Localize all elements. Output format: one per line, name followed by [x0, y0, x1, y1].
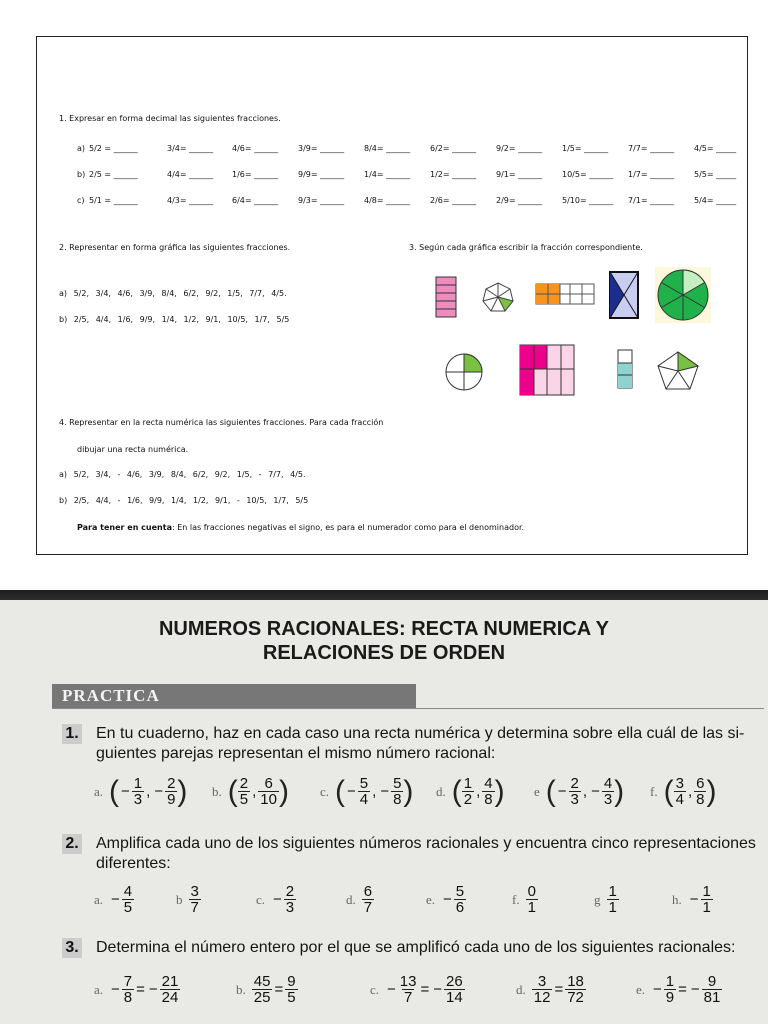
minus-sign: − — [591, 783, 600, 800]
minus-sign: − — [148, 981, 158, 998]
paren-open: ( — [663, 774, 674, 808]
teal-bar-figure — [617, 349, 635, 391]
fraction-body — [664, 974, 676, 1005]
item-label: e. — [426, 891, 436, 907]
numerator: 3 — [675, 775, 684, 792]
fraction — [674, 776, 686, 807]
number-item — [256, 884, 296, 915]
equation-item — [370, 974, 465, 1005]
q4-list-b: b) 2/5, 4/4, - 1/6, 9/9, 1/4, 1/2, 9/1, - 10/5, 1/7, 5/5 — [59, 496, 309, 505]
numerator: 3 — [537, 973, 547, 990]
q1-row-c — [89, 196, 759, 205]
fraction — [556, 776, 581, 807]
q1-item: 1/2= ______ — [430, 170, 477, 179]
minus-sign: − — [690, 981, 700, 998]
fraction-body — [532, 974, 553, 1005]
denominator: 9 — [665, 989, 675, 1006]
pair-item — [320, 776, 413, 807]
fraction — [119, 776, 144, 807]
note — [77, 523, 524, 532]
denominator: 1 — [608, 899, 617, 916]
fraction-body — [526, 884, 538, 915]
q1-item: 8/4= ______ — [364, 144, 411, 153]
pair-item — [212, 776, 289, 807]
denominator: 81 — [703, 989, 721, 1006]
fraction — [565, 974, 586, 1005]
page-title-line2: RELACIONES DE ORDEN — [262, 642, 506, 664]
fraction-body — [189, 884, 201, 915]
denominator: 1 — [527, 899, 536, 916]
q1-item: 3/9= ______ — [298, 144, 345, 153]
numerator: 4 — [603, 775, 613, 792]
fraction-body — [285, 974, 297, 1005]
fraction — [258, 776, 279, 807]
fraction-body — [132, 776, 144, 807]
q1-item: 9/9= ______ — [298, 170, 345, 179]
fraction — [385, 974, 418, 1005]
fraction — [378, 776, 403, 807]
q2-list-b: b) 2/5, 4/4, 1/6, 9/9, 1/4, 1/2, 9/1, 10/5, 1/7, 5/5 — [59, 315, 290, 324]
minus-sign: − — [653, 981, 662, 998]
q1-item: 5/4= _____ — [694, 196, 737, 205]
denominator: 8 — [123, 989, 133, 1006]
fraction — [688, 884, 713, 915]
number-item — [94, 884, 134, 915]
denominator: 8 — [484, 791, 493, 808]
q1-row-b — [89, 170, 759, 179]
fraction — [271, 884, 296, 915]
fraction-body — [444, 974, 465, 1005]
denominator: 7 — [190, 899, 199, 916]
fraction-body — [165, 776, 177, 807]
item-label: b. — [236, 981, 246, 997]
number-item — [672, 884, 713, 915]
minus-sign: − — [347, 783, 356, 800]
fraction-body — [694, 776, 706, 807]
note-text: : En las fracciones negativas el signo, es para el numerador como para el denominador. — [171, 523, 525, 532]
fraction-bar-figure — [435, 276, 459, 320]
numerator: 6 — [696, 775, 705, 792]
paren-close: ) — [614, 774, 625, 808]
pentagon-figure — [655, 349, 701, 393]
fraction-body — [284, 884, 296, 915]
q1-item: 1/4= ______ — [364, 170, 411, 179]
item-label: b — [176, 891, 183, 907]
numerator: 26 — [446, 973, 463, 990]
item-label: f. — [512, 891, 520, 907]
paren-close: ) — [706, 774, 717, 808]
paren-close: ) — [278, 774, 289, 808]
circle-quarters-figure — [443, 351, 485, 393]
number-item — [594, 884, 619, 915]
equals-sign: = — [554, 981, 564, 998]
q2-number: 2. — [62, 834, 82, 854]
numerator: 2 — [570, 775, 579, 792]
q1-row-b-label: b) — [77, 170, 86, 179]
fraction — [345, 776, 370, 807]
numerator: 4 — [123, 883, 133, 900]
comma: , — [582, 783, 588, 800]
numerator: 2 — [167, 775, 176, 792]
fraction — [607, 884, 619, 915]
q2-text-line1: Amplifica cada uno de los siguientes números racionales y encuentra cinco representaciones — [96, 835, 756, 852]
denominator: 3 — [285, 899, 295, 916]
scan-edge — [0, 590, 768, 600]
q1-item: 6/2= ______ — [430, 144, 477, 153]
denominator: 7 — [403, 989, 413, 1006]
q1-item: 10/5= ______ — [562, 170, 614, 179]
fraction-body — [462, 776, 474, 807]
minus-sign: − — [387, 981, 396, 998]
fraction — [109, 884, 134, 915]
item-label: a. — [94, 981, 104, 997]
numerator: 4 — [484, 775, 493, 792]
fraction-body — [482, 776, 494, 807]
q1-item: 5/1 = ______ — [89, 196, 138, 205]
heptagon-figure — [481, 281, 515, 313]
denominator: 10 — [260, 791, 277, 808]
paren-open: ( — [451, 774, 462, 808]
equals-sign: = — [678, 981, 687, 998]
minus-sign: − — [111, 981, 120, 998]
fraction — [152, 776, 177, 807]
denominator: 12 — [533, 989, 551, 1006]
number-item — [176, 884, 201, 915]
comma: , — [372, 783, 377, 800]
numerator: 5 — [393, 775, 402, 792]
q1-item: 6/4= ______ — [232, 196, 279, 205]
comma: , — [687, 783, 693, 800]
fraction-body — [454, 884, 466, 915]
fraction — [238, 776, 250, 807]
textbook-page — [0, 590, 768, 1024]
item-label: a. — [94, 783, 104, 799]
numerator: 1 — [133, 775, 143, 792]
numerator: 45 — [253, 973, 271, 990]
fraction — [252, 974, 273, 1005]
q1-item: 4/3= ______ — [167, 196, 214, 205]
q1-item: 3/4= ______ — [167, 144, 214, 153]
fraction — [441, 884, 466, 915]
equals-sign: = — [420, 981, 430, 998]
fraction-body — [565, 974, 586, 1005]
paren-close: ) — [177, 774, 188, 808]
page-title-line1: NUMEROS RACIONALES: RECTA NUMERICA Y — [158, 618, 609, 640]
comma: , — [476, 783, 481, 800]
q1-item: 1/6= ______ — [232, 170, 279, 179]
fraction — [189, 884, 201, 915]
paren-open: ( — [227, 774, 238, 808]
q1-row-a-label: a) — [77, 144, 86, 153]
fraction-body — [258, 776, 279, 807]
item-label: e. — [636, 981, 646, 997]
fraction-body — [569, 776, 581, 807]
numerator: 6 — [363, 883, 373, 900]
q1-item: 4/4= ______ — [167, 170, 214, 179]
number-item — [426, 884, 466, 915]
fraction — [694, 776, 706, 807]
fraction-body — [252, 974, 273, 1005]
denominator: 14 — [446, 989, 463, 1006]
equation-item — [636, 974, 722, 1005]
q1-row-a — [89, 144, 759, 153]
q1-item: 4/8= ______ — [364, 196, 411, 205]
minus-sign: − — [443, 891, 452, 908]
numerator: 6 — [264, 775, 273, 792]
minus-sign: − — [121, 783, 130, 800]
item-label: c. — [320, 783, 330, 799]
minus-sign: − — [154, 783, 164, 800]
fraction — [532, 974, 553, 1005]
denominator: 1 — [702, 899, 711, 916]
q1-item: 4/5= _____ — [694, 144, 737, 153]
q1-item: 5/2 = ______ — [89, 144, 138, 153]
item-label: c. — [256, 891, 266, 907]
fraction-body — [122, 884, 134, 915]
q3-number: 3. — [62, 938, 82, 958]
item-label: h. — [672, 891, 682, 907]
fraction — [431, 974, 464, 1005]
pair-item — [436, 776, 505, 807]
rectangle-grid-figure — [535, 283, 597, 305]
minus-sign: − — [557, 783, 567, 800]
q1-item: 9/1= ______ — [496, 170, 543, 179]
fraction — [589, 776, 614, 807]
denominator: 5 — [287, 989, 296, 1006]
fraction-body — [701, 884, 713, 915]
fraction-body — [607, 884, 619, 915]
pair-item — [94, 776, 187, 807]
q2-title: 2. Representar en forma gráfica las siguientes fracciones. — [59, 243, 291, 252]
numerator: 13 — [399, 973, 417, 990]
triangle-square-figure — [609, 271, 641, 321]
minus-sign: − — [380, 783, 390, 800]
item-label: f. — [650, 783, 658, 799]
q1-item: 9/2= ______ — [496, 144, 543, 153]
numerator: 3 — [190, 883, 199, 900]
fraction — [689, 974, 722, 1005]
minus-sign: − — [111, 891, 120, 908]
numerator: 7 — [123, 973, 133, 990]
numerator: 18 — [567, 973, 584, 990]
fraction-body — [122, 974, 134, 1005]
numerator: 9 — [707, 973, 717, 990]
q1-row-c-label: c) — [77, 196, 85, 205]
q2-text-line2: diferentes: — [96, 855, 171, 872]
fraction-body — [160, 974, 181, 1005]
numerator: 5 — [359, 775, 369, 792]
q1-item: 2/6= ______ — [430, 196, 477, 205]
pink-grid-figure — [519, 344, 577, 398]
denominator: 3 — [133, 791, 143, 808]
paren-open: ( — [335, 774, 346, 808]
item-label: a. — [94, 891, 104, 907]
numerator: 0 — [527, 883, 536, 900]
fraction — [109, 974, 134, 1005]
fraction-body — [358, 776, 370, 807]
fraction — [362, 884, 374, 915]
q3-text-line1: Determina el número entero por el que se amplificó cada uno de los siguientes racionales: — [96, 939, 736, 956]
paren-open: ( — [545, 774, 556, 808]
denominator: 4 — [675, 791, 684, 808]
denominator: 3 — [603, 791, 613, 808]
denominator: 72 — [567, 989, 584, 1006]
item-label: b. — [212, 783, 222, 799]
fraction-body — [391, 776, 403, 807]
divider — [52, 708, 764, 709]
q1-text-line1: En tu cuaderno, haz en cada caso una recta numérica y determina sobre ella cuál de las si- — [96, 725, 745, 742]
q1-item: 4/6= ______ — [232, 144, 279, 153]
paren-close: ) — [494, 774, 505, 808]
numerator: 21 — [161, 973, 179, 990]
pair-item — [650, 776, 716, 807]
numerator: 1 — [702, 883, 711, 900]
q2-list-a: a) 5/2, 3/4, 4/6, 3/9, 8/4, 6/2, 9/2, 1/5, 7/7, 4/5. — [59, 289, 287, 298]
comma: , — [146, 783, 151, 800]
number-item — [512, 884, 538, 915]
q1-item: 1/7= ______ — [628, 170, 675, 179]
denominator: 9 — [167, 791, 176, 808]
equation-item — [94, 974, 180, 1005]
fraction-body — [702, 974, 723, 1005]
numerator: 1 — [665, 973, 675, 990]
denominator: 6 — [455, 899, 465, 916]
denominator: 4 — [359, 791, 369, 808]
q3-title: 3. Según cada gráfica escribir la fracción correspondiente. — [409, 243, 643, 252]
fraction — [147, 974, 180, 1005]
note-bold: Para tener en cuenta — [77, 523, 172, 532]
q1-number: 1. — [62, 724, 82, 744]
denominator: 5 — [123, 899, 133, 916]
denominator: 7 — [363, 899, 373, 916]
equals-sign: = — [136, 981, 145, 998]
circle-sixths-figure — [655, 267, 711, 323]
q4-title-cont: dibujar una recta numérica. — [77, 445, 189, 454]
fraction — [462, 776, 474, 807]
equals-sign: = — [274, 981, 284, 998]
numerator: 1 — [463, 775, 473, 792]
paren-close: ) — [403, 774, 414, 808]
q1-title: 1. Expresar en forma decimal las siguientes fracciones. — [59, 114, 281, 123]
item-label: e — [534, 783, 540, 799]
minus-sign: − — [689, 891, 699, 908]
q1-item: 2/9= ______ — [496, 196, 543, 205]
fraction — [482, 776, 494, 807]
number-item — [346, 884, 374, 915]
item-label: d. — [346, 891, 356, 907]
q1-item: 5/10= ______ — [562, 196, 614, 205]
q4-title: 4. Representar en la recta numérica las siguientes fracciones. Para cada fracción — [59, 418, 384, 427]
numerator: 2 — [285, 883, 295, 900]
fraction-body — [674, 776, 686, 807]
denominator: 5 — [239, 791, 249, 808]
q1-item: 2/5 = ______ — [89, 170, 138, 179]
q4-list-a: a) 5/2, 3/4, - 4/6, 3/9, 8/4, 6/2, 9/2, 1/5, - 7/7, 4/5. — [59, 470, 306, 479]
fraction-body — [362, 884, 374, 915]
denominator: 25 — [253, 989, 271, 1006]
worksheet — [36, 36, 748, 555]
denominator: 2 — [463, 791, 473, 808]
item-label: d. — [436, 783, 446, 799]
equation-item — [236, 974, 298, 1005]
numerator: 5 — [455, 883, 465, 900]
fraction-body — [398, 974, 419, 1005]
denominator: 24 — [161, 989, 179, 1006]
fraction-body — [602, 776, 614, 807]
fraction — [526, 884, 538, 915]
paren-open: ( — [109, 774, 120, 808]
numerator: 2 — [239, 775, 249, 792]
denominator: 8 — [393, 791, 402, 808]
fraction — [651, 974, 676, 1005]
q1-item: 7/1= ______ — [628, 196, 675, 205]
item-label: g — [594, 891, 601, 907]
item-label: d. — [516, 981, 526, 997]
q1-item: 9/3= ______ — [298, 196, 345, 205]
denominator: 8 — [696, 791, 705, 808]
q1-item: 5/5= _____ — [694, 170, 737, 179]
numerator: 1 — [608, 883, 617, 900]
minus-sign: − — [433, 981, 443, 998]
q1-item: 7/7= ______ — [628, 144, 675, 153]
denominator: 3 — [570, 791, 579, 808]
equation-item — [516, 974, 586, 1005]
numerator: 9 — [287, 973, 296, 990]
q1-item: 1/5= ______ — [562, 144, 609, 153]
minus-sign: − — [273, 891, 282, 908]
item-label: c. — [370, 981, 380, 997]
q1-text-line2: guientes parejas representan el mismo número racional: — [96, 745, 496, 762]
fraction-body — [238, 776, 250, 807]
section-banner: PRACTICA — [52, 684, 416, 708]
pair-item — [534, 776, 624, 807]
comma: , — [252, 783, 257, 800]
fraction — [285, 974, 297, 1005]
